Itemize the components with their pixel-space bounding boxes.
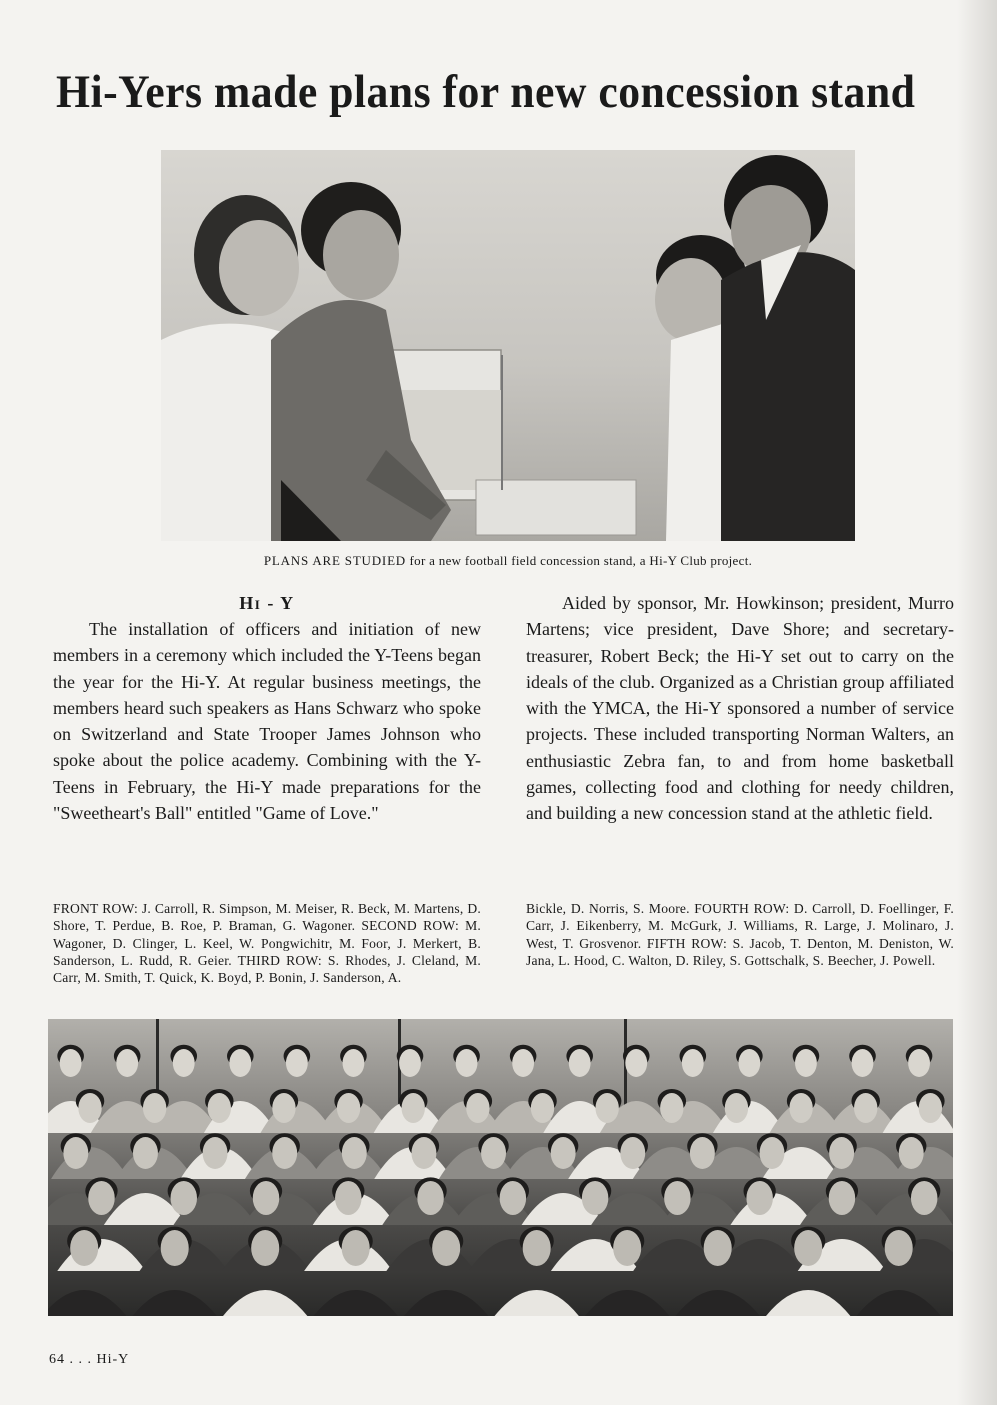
group-member-face [481,1137,506,1169]
article-paragraph-left: The installation of officers and initiation of new members in a ceremony which included the Y-Teens began the year for the Hi-Y. At regular business meetings, the members heard such speakers as Hans Schwarz who spoke on Switzerland and State Trooper James Johnson who spoke about the police academy. Combining with the Y-Teens in February, the Hi-Y made preparations for the "Sweetheart's Ball" entitled "Game of Love." [53,619,481,824]
group-member-face [272,1137,297,1169]
group-member-face [116,1049,138,1077]
page-edge-shadow [957,0,997,1405]
group-member-face [63,1137,88,1169]
group-member-face [203,1137,228,1169]
group-member-body [48,1290,131,1316]
group-member-face [272,1093,295,1123]
group-member-face [852,1049,874,1077]
group-member-face [531,1093,554,1123]
group-member-face [342,1137,367,1169]
group-member-face [143,1093,166,1123]
group-member-face [417,1181,444,1215]
group-member-face [704,1230,732,1266]
group-member-body [399,1290,493,1316]
group-member-face [411,1137,436,1169]
roster-left: FRONT ROW: J. Carroll, R. Simpson, M. Meiser, R. Beck, M. Martens, D. Shore, T. Perdue, B. Roe, P. Braman, G. Wagoner. SECOND ROW: M. Wagoner, D. Clinger, L. Keel, W. Pongwichitr, M. Foor, J. Merkert, B. Sanderson, L. Rudd, R. Geier. THIRD ROW: S. Rhodes, J. Cleland, M. Carr, M. Smith, T. Quick, K. Boyd, P. Bonin, J. Sanderson, A. [53,901,481,986]
group-member-face [161,1230,189,1266]
group-member-face [899,1137,924,1169]
group-member-face [725,1093,748,1123]
group-member-face [208,1093,231,1123]
group-member-face [625,1049,647,1077]
group-member-face [794,1230,822,1266]
group-member-face [523,1230,551,1266]
group-member-face [789,1093,812,1123]
group-member-face [738,1049,760,1077]
article-right-column [526,590,954,827]
group-member-face [919,1093,942,1123]
group-member-face [911,1181,938,1215]
group-member-face [613,1230,641,1266]
group-member-face [335,1181,362,1215]
group-member-face [595,1093,618,1123]
page-headline: Hi-Yers made plans for new concession stand [56,66,916,118]
group-member-face [885,1230,913,1266]
group-member-face [551,1137,576,1169]
group-member-body [580,1290,674,1316]
group-member-face [664,1181,691,1215]
plans-photo [161,150,855,541]
roster-right: Bickle, D. Norris, S. Moore. FOURTH ROW: D. Carroll, D. Foellinger, F. Carr, J. Eikenberry, M. McGurk, J. Williams, R. Large, J. Molinaro, J. West, T. Grosvenor. FIFTH ROW: S. Jacob, T. Denton, M. Deniston, W. Jana, L. Hood, C. Walton, D. Riley, S. Gottschalk, S. Beecher, J. Powell. [526,901,954,968]
group-member-face [569,1049,591,1077]
group-member-body [218,1290,312,1316]
group-member-face [78,1093,101,1123]
group-member-face [253,1181,280,1215]
group-member-body [128,1290,222,1316]
article-paragraph-right: Aided by sponsor, Mr. Howkinson; president, Murro Martens; vice president, Dave Shore; and secretary-treasurer, Robert Beck; the Hi-Y set out to carry on the ideals of the club. Organized as a Christian group affiliated with the YMCA, the Hi-Y sponsored a number of service projects. These included transporting Norman Walters, an enthusiastic Zebra fan, to and from home basketball games, collecting food and clothing for needy children, and building a new concession stand at the athletic field. [526,593,954,824]
group-member-face [466,1093,489,1123]
group-member-face [660,1093,683,1123]
group-member-body [309,1290,403,1316]
group-member-face [795,1049,817,1077]
group-member-face [343,1049,365,1077]
section-title: Hi - Y [239,593,295,613]
group-member-face [432,1230,460,1266]
group-member-face [402,1093,425,1123]
group-member-face [829,1181,856,1215]
group-member-face [746,1181,773,1215]
group-member-body [852,1290,946,1316]
group-member-face [229,1049,251,1077]
group-member-face [829,1137,854,1169]
group-member-face [88,1181,115,1215]
group-member-face [286,1049,308,1077]
caption-lead: PLANS ARE STUDIED [263,553,406,568]
group-member-face [399,1049,421,1077]
group-member-face [512,1049,534,1077]
group-member-face [133,1137,158,1169]
group-member-body [490,1290,584,1316]
group-member-face [342,1230,370,1266]
group-member-face [908,1049,930,1077]
group-member-face [60,1049,82,1077]
group-member-face [456,1049,478,1077]
group-member-face [337,1093,360,1123]
group-member-face [690,1137,715,1169]
photo-caption [161,553,855,569]
group-member-face [170,1181,197,1215]
article-left-column [53,590,481,826]
group-member-face [854,1093,877,1123]
caption-text: for a new football field concession stand, a Hi-Y Club project. [406,553,753,568]
group-member-face [682,1049,704,1077]
page-folio: 64 . . . Hi-Y [49,1352,130,1367]
group-member-face [620,1137,645,1169]
group-photo [48,1019,953,1316]
group-member-face [500,1181,527,1215]
group-member-face [760,1137,785,1169]
group-member-body [761,1290,855,1316]
group-member-face [173,1049,195,1077]
group-member-body [671,1290,765,1316]
group-member-face [582,1181,609,1215]
group-member-face [251,1230,279,1266]
group-member-face [70,1230,98,1266]
